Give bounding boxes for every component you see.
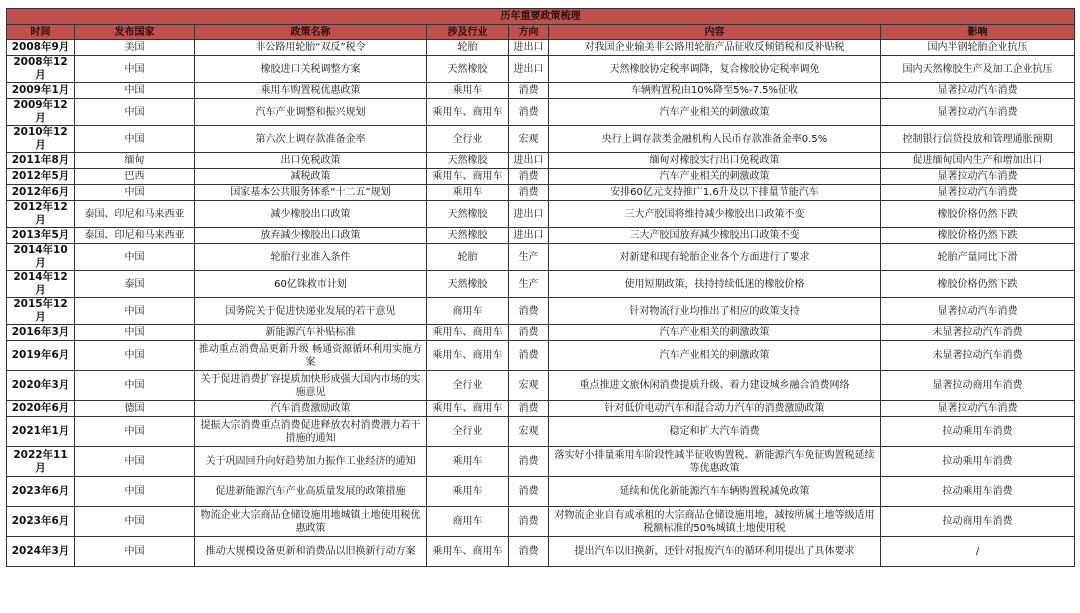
cell-direction: 宏观 <box>509 126 549 153</box>
cell-policy: 轮胎行业准入条件 <box>195 244 427 271</box>
cell-policy: 新能源汽车补贴标准 <box>195 325 427 341</box>
cell-policy: 减少橡胶出口政策 <box>195 201 427 228</box>
cell-impact: 显著拉动汽车消费 <box>881 83 1075 99</box>
cell-industry: 天然橡胶 <box>427 153 509 169</box>
cell-policy: 汽车产业调整和振兴规划 <box>195 99 427 126</box>
cell-impact: 显著拉动汽车消费 <box>881 99 1075 126</box>
cell-content: 汽车产业相关的刺激政策 <box>549 325 881 341</box>
cell-policy: 国家基本公共服务体系“十二五”规划 <box>195 185 427 201</box>
cell-direction: 进出口 <box>509 201 549 228</box>
cell-direction: 进出口 <box>509 40 549 56</box>
table-row <box>7 244 1075 271</box>
cell-content: 延续和优化新能源汽车车辆购置税减免政策 <box>549 477 881 507</box>
cell-content: 汽车产业相关的刺激政策 <box>549 99 881 126</box>
table-row <box>7 40 1075 56</box>
cell-industry: 乘用车、商用车 <box>427 401 509 417</box>
cell-content: 落实好小排量乘用车阶段性减半征收购置税、新能源汽车免征购置税延续等优惠政策 <box>549 447 881 477</box>
cell-content: 提出汽车以旧换新，还针对报废汽车的循环利用提出了具体要求 <box>549 537 881 567</box>
cell-content: 天然橡胶协定税率调降，复合橡胶协定税率调免 <box>549 56 881 83</box>
cell-impact: 显著拉动汽车消费 <box>881 169 1075 185</box>
cell-content: 对物流企业自有或承租的大宗商品仓储设施用地，减按所属土地等级适用税额标准的50%城镇土地使用税 <box>549 507 881 537</box>
cell-country: 德国 <box>75 401 195 417</box>
table-row <box>7 201 1075 228</box>
cell-industry: 商用车 <box>427 507 509 537</box>
cell-country: 中国 <box>75 244 195 271</box>
table-header-row <box>7 25 1075 40</box>
cell-impact: 拉动乘用车消费 <box>881 477 1075 507</box>
cell-content: 使用短期政策，扶持持续低迷的橡胶价格 <box>549 271 881 298</box>
cell-time: 2015年12月 <box>7 298 75 325</box>
table-row <box>7 371 1075 401</box>
cell-time: 2012年5月 <box>7 169 75 185</box>
cell-industry: 乘用车、商用车 <box>427 169 509 185</box>
cell-content: 针对物流行业均推出了相应的政策支持 <box>549 298 881 325</box>
cell-time: 2024年3月 <box>7 537 75 567</box>
cell-time: 2023年6月 <box>7 477 75 507</box>
table-row <box>7 537 1075 567</box>
cell-direction: 宏观 <box>509 371 549 401</box>
cell-policy: 关于巩固回升向好趋势加力振作工业经济的通知 <box>195 447 427 477</box>
header-policy: 政策名称 <box>195 25 427 40</box>
cell-policy: 橡胶进口关税调整方案 <box>195 56 427 83</box>
cell-country: 中国 <box>75 341 195 371</box>
cell-industry: 天然橡胶 <box>427 271 509 298</box>
cell-impact: 显著拉动汽车消费 <box>881 298 1075 325</box>
cell-direction: 生产 <box>509 271 549 298</box>
cell-content: 三大产胶国将维持减少橡胶出口政策不变 <box>549 201 881 228</box>
cell-impact: 国内半钢轮胎企业抗压 <box>881 40 1075 56</box>
cell-direction: 生产 <box>509 244 549 271</box>
table-title: 历年重要政策梳理 <box>7 9 1075 25</box>
cell-content: 汽车产业相关的刺激政策 <box>549 341 881 371</box>
cell-policy: 促进新能源汽车产业高质量发展的政策措施 <box>195 477 427 507</box>
cell-impact: 显著拉动汽车消费 <box>881 401 1075 417</box>
header-time: 时间 <box>7 25 75 40</box>
table-row <box>7 169 1075 185</box>
cell-country: 美国 <box>75 40 195 56</box>
cell-country: 中国 <box>75 537 195 567</box>
header-country: 发布国家 <box>75 25 195 40</box>
cell-direction: 进出口 <box>509 56 549 83</box>
cell-impact: 拉动商用车消费 <box>881 507 1075 537</box>
cell-impact: 控制银行信贷投放和管理通胀预期 <box>881 126 1075 153</box>
cell-direction: 消费 <box>509 298 549 325</box>
cell-time: 2016年3月 <box>7 325 75 341</box>
cell-time: 2012年6月 <box>7 185 75 201</box>
cell-time: 2008年9月 <box>7 40 75 56</box>
cell-country: 中国 <box>75 298 195 325</box>
header-industry: 涉及行业 <box>427 25 509 40</box>
table-row <box>7 271 1075 298</box>
cell-country: 中国 <box>75 126 195 153</box>
cell-impact: 橡胶价格仍然下跌 <box>881 271 1075 298</box>
table-row <box>7 83 1075 99</box>
cell-policy: 关于促进消费扩容提质加快形成强大国内市场的实施意见 <box>195 371 427 401</box>
table-row <box>7 99 1075 126</box>
cell-industry: 乘用车 <box>427 447 509 477</box>
table-title-row <box>7 9 1075 25</box>
cell-content: 稳定和扩大汽车消费 <box>549 417 881 447</box>
cell-direction: 消费 <box>509 447 549 477</box>
policy-table <box>6 8 1075 567</box>
cell-country: 中国 <box>75 507 195 537</box>
cell-direction: 消费 <box>509 341 549 371</box>
cell-content: 汽车产业相关的刺激政策 <box>549 169 881 185</box>
cell-time: 2023年6月 <box>7 507 75 537</box>
table-row <box>7 447 1075 477</box>
cell-country: 泰国、印尼和马来西亚 <box>75 228 195 244</box>
cell-content: 针对低价电动汽车和混合动力汽车的消费激励政策 <box>549 401 881 417</box>
cell-impact: 显著拉动汽车消费 <box>881 185 1075 201</box>
cell-direction: 消费 <box>509 537 549 567</box>
cell-country: 中国 <box>75 477 195 507</box>
cell-time: 2021年1月 <box>7 417 75 447</box>
cell-country: 缅甸 <box>75 153 195 169</box>
cell-time: 2010年12月 <box>7 126 75 153</box>
cell-direction: 消费 <box>509 99 549 126</box>
cell-impact: 促进缅甸国内生产和增加出口 <box>881 153 1075 169</box>
cell-impact: 拉动乘用车消费 <box>881 417 1075 447</box>
cell-industry: 天然橡胶 <box>427 201 509 228</box>
cell-industry: 天然橡胶 <box>427 56 509 83</box>
cell-industry: 乘用车 <box>427 185 509 201</box>
table-row <box>7 341 1075 371</box>
table-row <box>7 56 1075 83</box>
cell-impact: 未显著拉动汽车消费 <box>881 325 1075 341</box>
table-row <box>7 401 1075 417</box>
cell-industry: 乘用车、商用车 <box>427 537 509 567</box>
cell-time: 2013年5月 <box>7 228 75 244</box>
cell-impact: 国内天然橡胶生产及加工企业抗压 <box>881 56 1075 83</box>
cell-policy: 第六次上调存款准备金率 <box>195 126 427 153</box>
table-row <box>7 185 1075 201</box>
cell-time: 2014年12月 <box>7 271 75 298</box>
cell-industry: 全行业 <box>427 126 509 153</box>
cell-policy: 乘用车购置税优惠政策 <box>195 83 427 99</box>
cell-industry: 全行业 <box>427 417 509 447</box>
cell-content: 安排60亿元支持推广1.6升及以下排量节能汽车 <box>549 185 881 201</box>
cell-industry: 商用车 <box>427 298 509 325</box>
cell-time: 2009年1月 <box>7 83 75 99</box>
cell-impact: 橡胶价格仍然下跌 <box>881 228 1075 244</box>
cell-country: 中国 <box>75 325 195 341</box>
cell-direction: 进出口 <box>509 153 549 169</box>
table-row <box>7 153 1075 169</box>
cell-country: 中国 <box>75 371 195 401</box>
table-body <box>7 40 1075 567</box>
cell-industry: 乘用车、商用车 <box>427 325 509 341</box>
table-row <box>7 477 1075 507</box>
cell-policy: 汽车消费激励政策 <box>195 401 427 417</box>
cell-country: 中国 <box>75 56 195 83</box>
cell-direction: 宏观 <box>509 417 549 447</box>
cell-time: 2020年3月 <box>7 371 75 401</box>
cell-content: 对新建和现有轮胎企业各个方面进行了要求 <box>549 244 881 271</box>
cell-impact: 未显著拉动汽车消费 <box>881 341 1075 371</box>
cell-policy: 放弃减少橡胶出口政策 <box>195 228 427 244</box>
cell-country: 中国 <box>75 417 195 447</box>
cell-time: 2009年12月 <box>7 99 75 126</box>
cell-impact: / <box>881 537 1075 567</box>
cell-policy: 国务院关于促进快递业发展的若干意见 <box>195 298 427 325</box>
table-row <box>7 325 1075 341</box>
header-direction: 方向 <box>509 25 549 40</box>
cell-industry: 乘用车 <box>427 83 509 99</box>
cell-policy: 60亿铢救市计划 <box>195 271 427 298</box>
cell-impact: 橡胶价格仍然下跌 <box>881 201 1075 228</box>
cell-direction: 消费 <box>509 185 549 201</box>
cell-industry: 天然橡胶 <box>427 228 509 244</box>
cell-policy: 非公路用轮胎“双反”税令 <box>195 40 427 56</box>
cell-content: 央行上调存款类金融机构人民币存款准备金率0.5% <box>549 126 881 153</box>
cell-policy: 推动大规模设备更新和消费品以旧换新行动方案 <box>195 537 427 567</box>
table-row <box>7 507 1075 537</box>
cell-content: 三大产胶国放弃减少橡胶出口政策不变 <box>549 228 881 244</box>
header-content: 内容 <box>549 25 881 40</box>
cell-policy: 物流企业大宗商品仓储设施用地城镇土地使用税优惠政策 <box>195 507 427 537</box>
cell-country: 中国 <box>75 185 195 201</box>
cell-direction: 消费 <box>509 507 549 537</box>
cell-time: 2008年12月 <box>7 56 75 83</box>
cell-industry: 乘用车、商用车 <box>427 341 509 371</box>
cell-direction: 消费 <box>509 83 549 99</box>
cell-country: 中国 <box>75 99 195 126</box>
cell-direction: 消费 <box>509 325 549 341</box>
cell-direction: 消费 <box>509 477 549 507</box>
cell-policy: 推动重点消费品更新升级 畅通资源循环利用实施方案 <box>195 341 427 371</box>
cell-content: 重点推进文旅休闲消费提质升级、着力建设城乡融合消费网络 <box>549 371 881 401</box>
cell-country: 中国 <box>75 83 195 99</box>
cell-direction: 消费 <box>509 169 549 185</box>
cell-policy: 提振大宗消费重点消费促进释放农村消费潜力若干措施的通知 <box>195 417 427 447</box>
cell-direction: 消费 <box>509 401 549 417</box>
cell-time: 2020年6月 <box>7 401 75 417</box>
cell-industry: 乘用车 <box>427 477 509 507</box>
cell-country: 巴西 <box>75 169 195 185</box>
cell-country: 泰国 <box>75 271 195 298</box>
header-impact: 影响 <box>881 25 1075 40</box>
policy-table-container <box>6 8 1074 567</box>
cell-time: 2019年6月 <box>7 341 75 371</box>
cell-country: 泰国、印尼和马来西亚 <box>75 201 195 228</box>
table-row <box>7 126 1075 153</box>
cell-industry: 轮胎 <box>427 40 509 56</box>
cell-time: 2012年12月 <box>7 201 75 228</box>
table-row <box>7 228 1075 244</box>
table-row <box>7 417 1075 447</box>
cell-industry: 轮胎 <box>427 244 509 271</box>
cell-country: 中国 <box>75 447 195 477</box>
cell-content: 对我国企业输美非公路用轮胎产品征收反倾销税和反补贴税 <box>549 40 881 56</box>
cell-impact: 显著拉动商用车消费 <box>881 371 1075 401</box>
cell-content: 车辆购置税由10%降至5%-7.5%征收 <box>549 83 881 99</box>
cell-impact: 轮胎产量同比下滑 <box>881 244 1075 271</box>
cell-industry: 乘用车、商用车 <box>427 99 509 126</box>
cell-impact: 拉动乘用车消费 <box>881 447 1075 477</box>
cell-direction: 进出口 <box>509 228 549 244</box>
cell-time: 2011年8月 <box>7 153 75 169</box>
cell-industry: 全行业 <box>427 371 509 401</box>
cell-policy: 出口免税政策 <box>195 153 427 169</box>
cell-policy: 减税政策 <box>195 169 427 185</box>
cell-time: 2022年11月 <box>7 447 75 477</box>
table-row <box>7 298 1075 325</box>
cell-content: 缅甸对橡胶实行出口免税政策 <box>549 153 881 169</box>
cell-time: 2014年10月 <box>7 244 75 271</box>
